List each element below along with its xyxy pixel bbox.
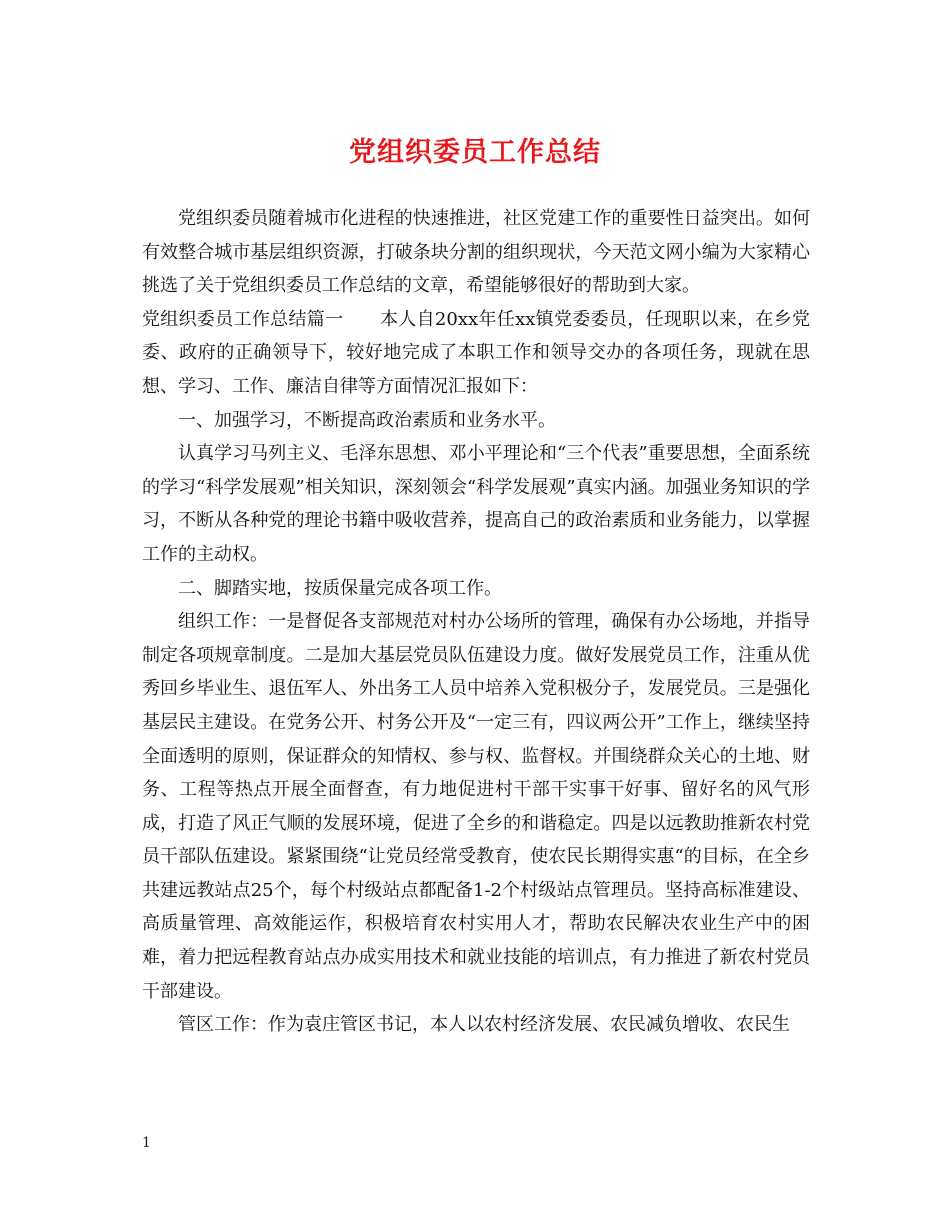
paragraph-intro: 党组织委员随着城市化进程的快速推进，社区党建工作的重要性日益突出。如何有效整合城市基层组织资源，打破条块分割的组织现状，今天范文网小编为大家精心挑选了关于党组织委员工作总结的文章，希望能够很好的帮助到大家。 xyxy=(142,208,810,297)
heading-work: 二、脚踏实地，按质保量完成各项工作。 xyxy=(178,577,502,599)
document-body xyxy=(142,202,810,1042)
paragraph-district-work: 管区工作：作为袁庄管区书记，本人以农村经济发展、农民减负增收、农民生 xyxy=(178,1014,790,1036)
paragraph-section-one-intro: 党组织委员工作总结篇一 本人自20xx年任xx镇党委委员，任现职以来，在乡党委、政府的正确领导下，较好地完成了本职工作和领导交办的各项任务，现就在思想、学习、工作、廉洁自律等方面情况汇报如下： xyxy=(142,308,810,397)
document-title: 党组织委员工作总结 xyxy=(349,137,601,168)
heading-study: 一、加强学习，不断提高政治素质和业务水平。 xyxy=(178,409,556,431)
paragraph-study: 认真学习马列主义、毛泽东思想、邓小平理论和“三个代表”重要思想，全面系统的学习“科学发展观”相关知识，深刻领会“科学发展观”真实内涵。加强业务知识的学习，不断从各种党的理论书籍中吸收营养，提高自己的政治素质和业务能力，以掌握工作的主动权。 xyxy=(142,443,810,565)
paragraph-organization-work: 组织工作：一是督促各支部规范对村办公场所的管理，确保有办公场地，并指导制定各项规章制度。二是加大基层党员队伍建设力度。做好发展党员工作，注重从优秀回乡毕业生、退伍军人、外出务工人员中培养入党积极分子，发展党员。三是强化基层民主建设。在党务公开、村务公开及“一定三有，四议两公开”工作上，继续坚持全面透明的原则，保证群众的知情权、参与权、监督权。并围绕群众关心的土地、财务、工程等热点开展全面督查，有力地促进村干部干实事干好事、留好名的风气形成，打造了风正气顺的发展环境，促进了全乡的和谐稳定。四是以远教助推新农村党员干部队伍建设。紧紧围绕“让党员经常受教育，使农民长期得实惠“的目标，在全乡共建远教站点25个，每个村级站点都配备1-2个村级站点管理员。坚持高标准建设、高质量管理、高效能运作，积极培育农村实用人才，帮助农民解决农业生产中的困难，着力把远程教育站点办成实用技术和就业技能的培训点，有力推进了新农村党员干部建设。 xyxy=(142,611,810,1002)
page-number: 1 xyxy=(142,1135,151,1151)
